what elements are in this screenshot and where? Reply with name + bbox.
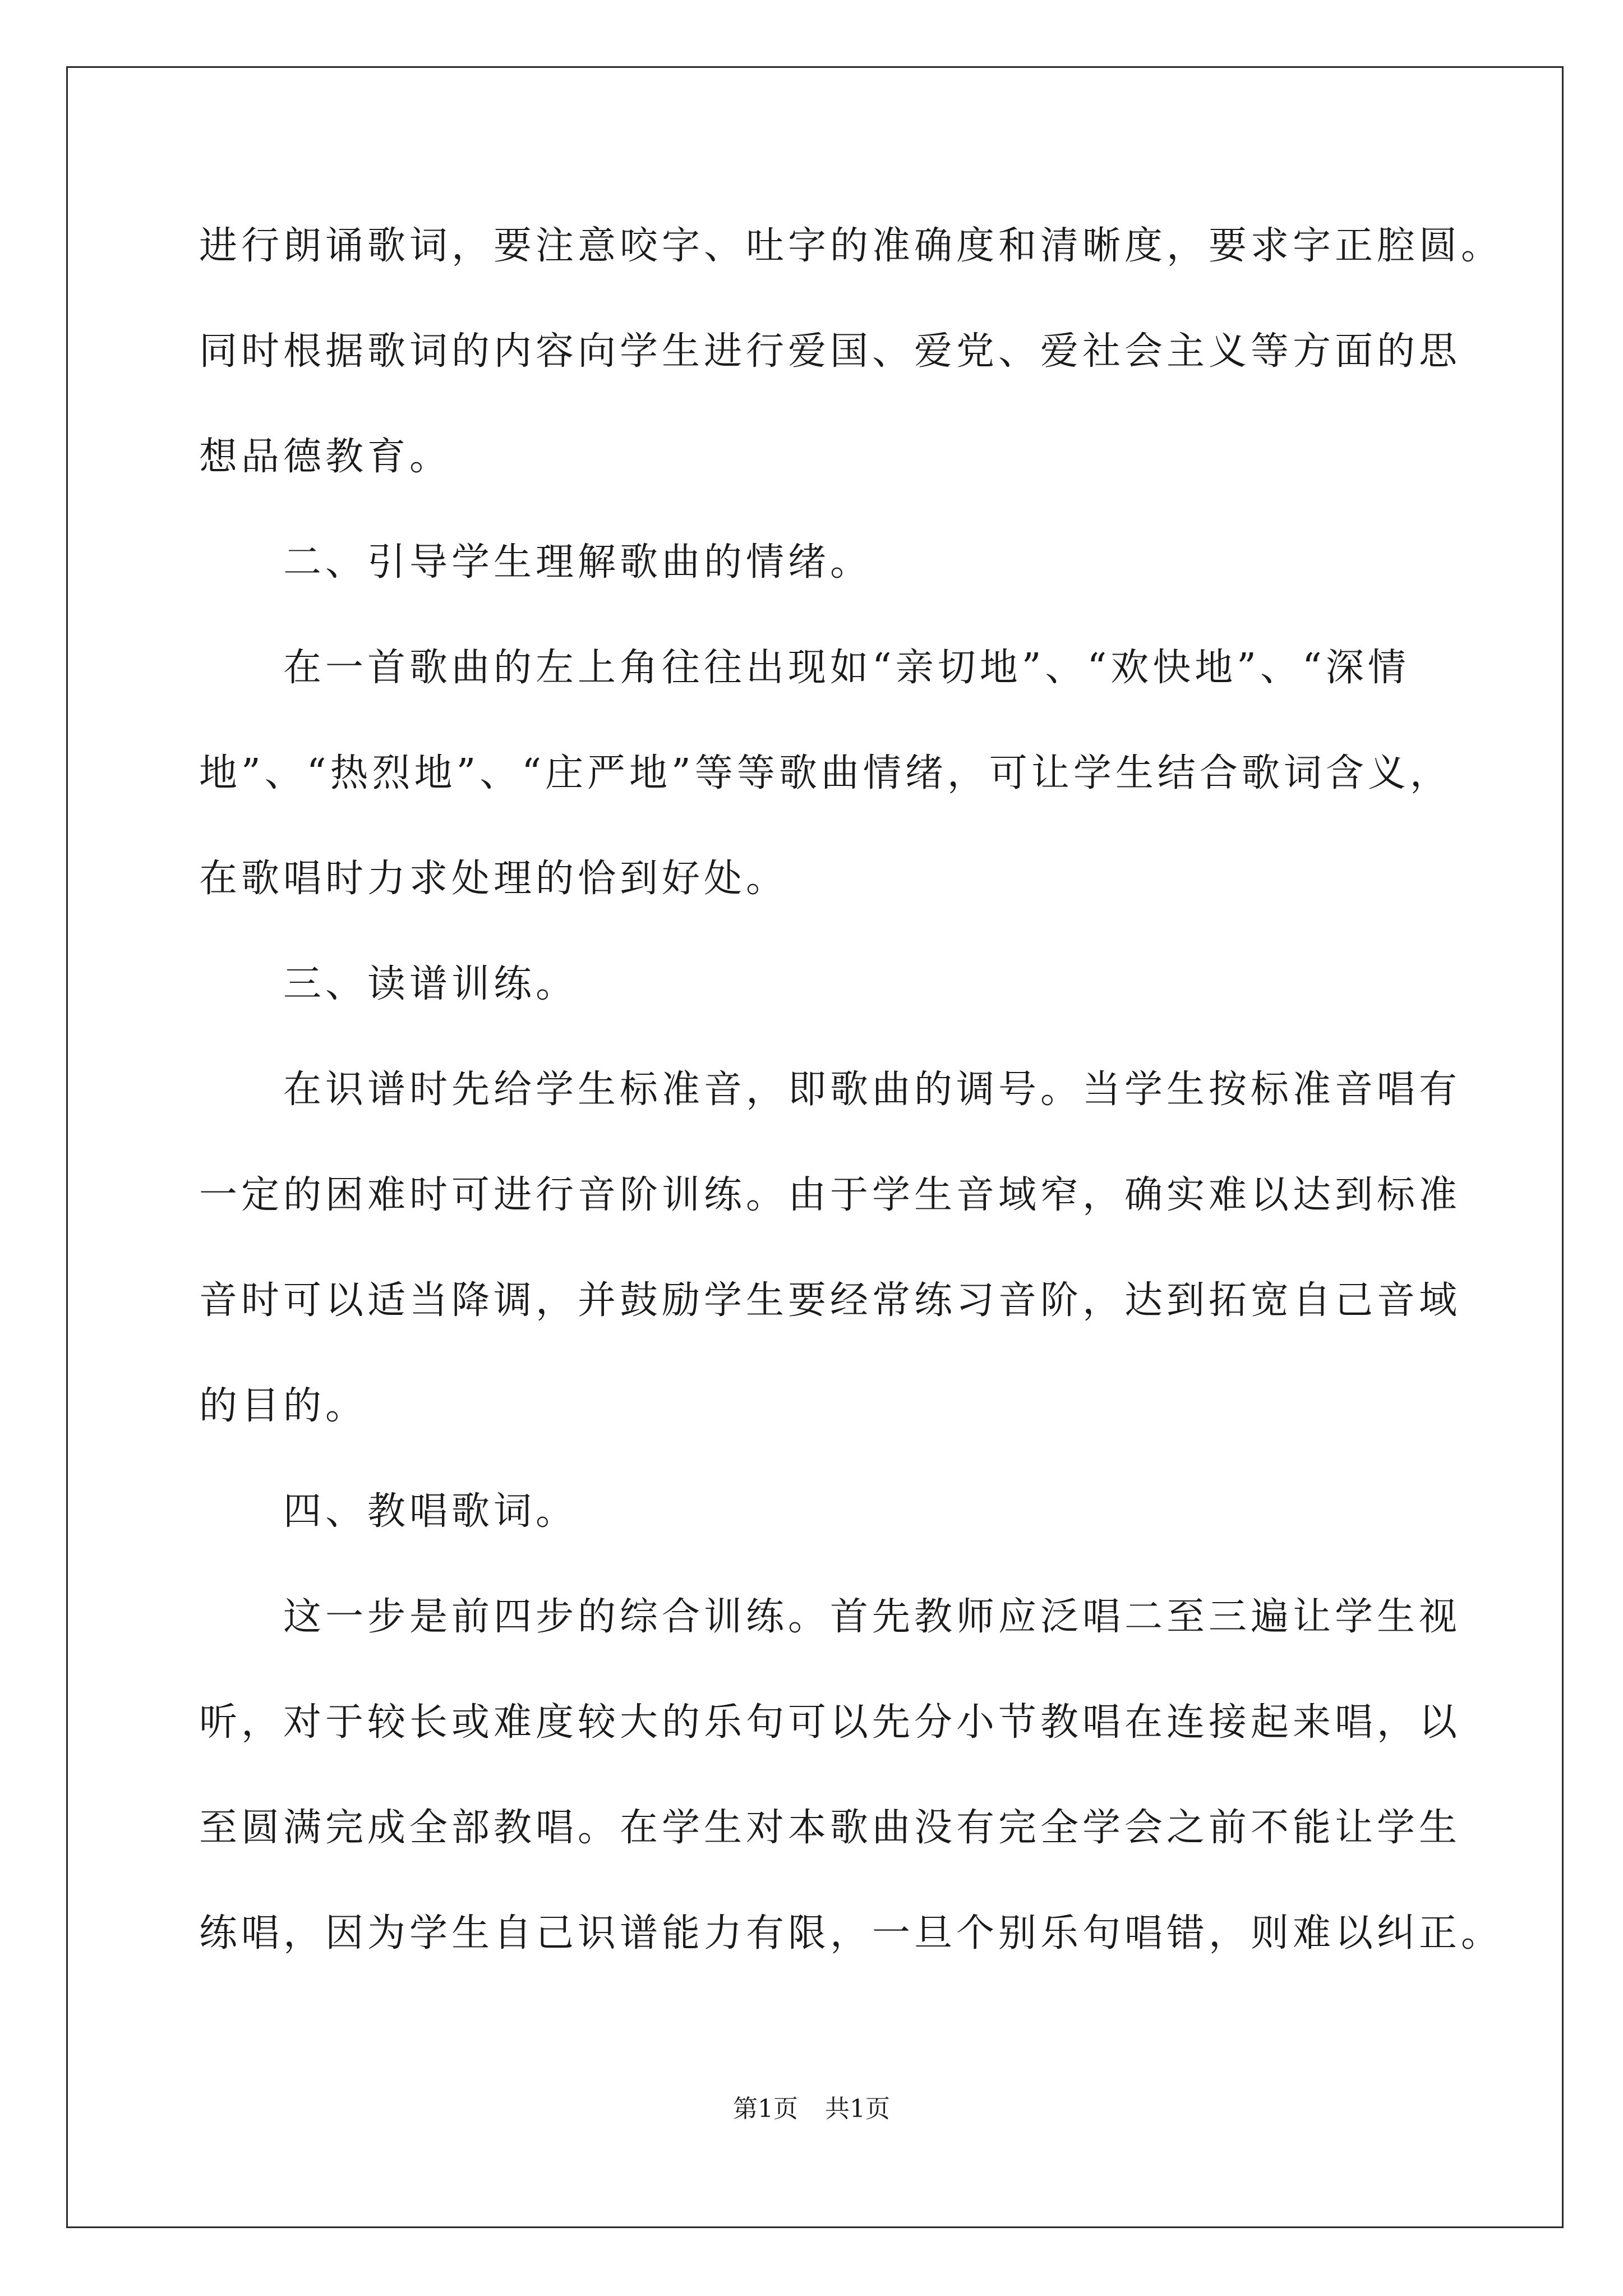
text-line: 至圆满完成全部教唱。在学生对本歌曲没有完全学会之前不能让学生 [199, 1806, 1461, 1850]
text-line: 想品德教育。 [199, 435, 452, 479]
section-heading: 三、读谱训练。 [283, 962, 578, 1006]
page-footer [0, 2092, 1623, 2126]
text-line: 听，对于较长或难度较大的乐句可以先分小节教唱在连接起来唱，以 [199, 1700, 1461, 1745]
section-heading: 二、引导学生理解歌曲的情绪。 [283, 540, 873, 585]
text-line: 音时可以适当降调，并鼓励学生要经常练习音阶，达到拓宽自己音域 [199, 1278, 1461, 1323]
text-line: 进行朗诵歌词，要注意咬字、吐字的准确度和清晰度，要求字正腔圆。 [199, 224, 1504, 268]
text-line: 这一步是前四步的综合训练。首先教师应泛唱二至三遍让学生视 [283, 1595, 1461, 1639]
text-line: 一定的困难时可进行音阶训练。由于学生音域窄，确实难以达到标准 [199, 1173, 1461, 1217]
text-line: 的目的。 [199, 1384, 368, 1428]
document-body [199, 194, 1504, 1986]
section-heading: 四、教唱歌词。 [283, 1489, 578, 1534]
page-number: 第1页 [733, 2095, 798, 2123]
text-line: 在一首歌曲的左上角往往出现如“亲切地”、“欢快地”、“深情 [283, 646, 1410, 690]
text-line: 在歌唱时力求处理的恰到好处。 [199, 857, 789, 901]
text-line: 练唱，因为学生自己识谱能力有限，一旦个别乐句唱错，则难以纠正。 [199, 1911, 1504, 1955]
page-total: 共1页 [825, 2095, 890, 2123]
text-line: 在识谱时先给学生标准音，即歌曲的调号。当学生按标准音唱有 [283, 1068, 1461, 1112]
text-line: 同时根据歌词的内容向学生进行爱国、爱党、爱社会主义等方面的思 [199, 329, 1461, 374]
text-line: 地”、“热烈地”、“庄严地”等等歌曲情绪，可让学生结合歌词含义， [199, 751, 1452, 795]
